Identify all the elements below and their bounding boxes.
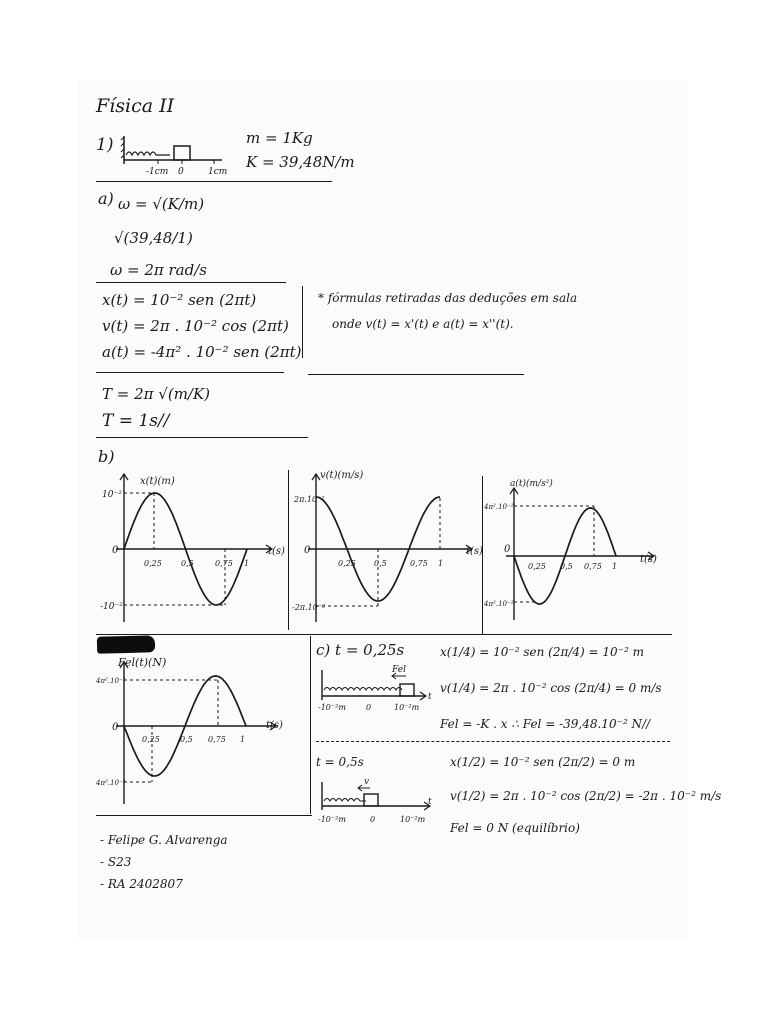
graph-v-origin: 0 — [304, 545, 311, 556]
force-label: Fel — [392, 665, 406, 675]
spring-diagram-half — [318, 776, 438, 826]
graph-a-tick: 1 — [612, 562, 618, 571]
graph-x-ylabel: x(t)(m) — [140, 476, 175, 487]
velocity-label: v — [364, 777, 370, 787]
force-at-quarter: Fel = -K . x ∴ Fel = -39,48.10⁻² N// — [440, 717, 651, 731]
question-number: 1) — [96, 135, 114, 155]
part-b-label: b) — [98, 447, 115, 466]
graph-a-ymin: 4π².10⁻² — [484, 600, 514, 608]
diagram1-label: 0 — [366, 703, 372, 712]
graph-v-ymin: -2π.10⁻² — [292, 603, 326, 612]
acceleration-equation: a(t) = -4π² . 10⁻² sen (2πt) — [102, 343, 302, 361]
graph-a-origin: 0 — [504, 544, 511, 555]
graph-v-tick: 0,5 — [374, 559, 387, 568]
divider — [316, 741, 670, 742]
diagram1-label: t — [428, 692, 432, 702]
graph-position — [100, 462, 285, 632]
graph-fel-xlabel: t(s) — [266, 720, 283, 731]
spring-diagram-quarter — [318, 662, 438, 714]
graph-a-ylabel: a(t)(m/s²) — [510, 479, 553, 489]
divider — [308, 374, 524, 375]
divider — [96, 372, 284, 373]
graph-a-tick: 0,75 — [584, 562, 602, 571]
diagram2-label: -10⁻²m — [318, 815, 346, 824]
diagram2-label: 0 — [370, 815, 376, 824]
graph-x-ymin: -10⁻² — [100, 602, 123, 612]
divider — [96, 181, 332, 182]
graph-a-tick: 0,25 — [528, 562, 546, 571]
divider — [96, 634, 672, 635]
graph-elastic-force — [96, 654, 306, 814]
diagram1-label: -10⁻²m — [318, 703, 346, 712]
graph-a-tick: 0,5 — [560, 562, 573, 571]
part-c-label: c) t = 0,25s — [316, 641, 405, 659]
note-line-2: onde v(t) = x'(t) e a(t) = x''(t). — [332, 317, 514, 331]
omega-formula: ω = √(K/m) — [118, 195, 205, 213]
student-ra: - RA 2402807 — [100, 877, 183, 891]
graph-fel-ylabel: Fel(t)(N) — [118, 656, 167, 669]
divider — [288, 470, 289, 630]
divider — [96, 282, 286, 283]
graph-x-tick: 0,75 — [215, 559, 233, 568]
student-name: - Felipe G. Alvarenga — [100, 833, 228, 847]
divider — [482, 476, 483, 634]
graph-v-ymax: 2π.10⁻² — [294, 495, 325, 504]
graph-x-tick: 1 — [244, 559, 250, 568]
graph-x-tick: 0,25 — [144, 559, 162, 568]
velocity-at-half: v(1/2) = 2π . 10⁻² cos (2π/2) = -2π . 10⁻² m/s — [450, 789, 722, 803]
graph-fel-ymax: 4π².10⁻² — [96, 677, 126, 685]
graph-fel-tick: 1 — [240, 735, 246, 744]
graph-velocity — [292, 462, 487, 632]
graph-v-ylabel: v(t)(m/s) — [320, 470, 364, 481]
divider — [310, 636, 311, 814]
note-line-1: * fórmulas retiradas das deduções em sala — [318, 291, 578, 305]
spring-constant: K = 39,48N/m — [246, 153, 355, 171]
graph-v-tick: 0,75 — [410, 559, 428, 568]
time-half: t = 0,5s — [316, 755, 364, 769]
graph-x-ymax: 10⁻² — [102, 490, 122, 500]
graph-v-xlabel: t(s) — [466, 546, 483, 557]
position-at-quarter: x(1/4) = 10⁻² sen (2π/4) = 10⁻² m — [440, 645, 645, 659]
part-a-label: a) — [98, 189, 114, 208]
diagram-label-zero: 0 — [178, 167, 184, 177]
divider — [96, 437, 308, 438]
divider — [302, 286, 303, 358]
position-equation: x(t) = 10⁻² sen (2πt) — [102, 291, 257, 309]
graph-fel-ymin: 4π².10⁻² — [96, 779, 126, 787]
graph-fel-origin: 0 — [112, 722, 119, 733]
omega-result: ω = 2π rad/s — [110, 261, 207, 279]
graph-acceleration — [484, 470, 674, 640]
mass-value: m = 1Kg — [246, 129, 313, 147]
position-at-half: x(1/2) = 10⁻² sen (2π/2) = 0 m — [450, 755, 636, 769]
period-formula: T = 2π √(m/K) — [102, 385, 211, 403]
graph-v-tick: 1 — [438, 559, 444, 568]
student-class: - S23 — [100, 855, 132, 869]
velocity-at-quarter: v(1/4) = 2π . 10⁻² cos (2π/4) = 0 m/s — [440, 681, 662, 695]
graph-fel-tick: 0,75 — [208, 735, 226, 744]
diagram1-label: 10⁻²m — [394, 703, 420, 712]
graph-a-ymax: 4π².10⁻² — [484, 503, 514, 511]
graph-a-xlabel: t(s) — [640, 554, 657, 565]
diagram-label-pos: 1cm — [208, 167, 228, 177]
graph-fel-tick: 0,5 — [180, 735, 193, 744]
page-title: Física II — [96, 95, 175, 117]
period-result: T = 1s// — [102, 411, 170, 431]
graph-v-tick: 0,25 — [338, 559, 356, 568]
diagram2-label: 10⁻²m — [400, 815, 426, 824]
diagram2-label: t — [428, 797, 432, 807]
velocity-equation: v(t) = 2π . 10⁻² cos (2πt) — [102, 317, 289, 335]
redacted-mark — [97, 635, 155, 654]
omega-substitution: √(39,48/1) — [114, 229, 193, 247]
graph-x-xlabel: t(s) — [268, 546, 285, 557]
force-at-half: Fel = 0 N (equilíbrio) — [450, 821, 580, 835]
graph-fel-tick: 0,25 — [142, 735, 160, 744]
diagram-label-neg: -1cm — [146, 167, 169, 177]
graph-x-origin: 0 — [112, 545, 119, 556]
graph-x-tick: 0,5 — [181, 559, 194, 568]
divider — [96, 815, 312, 816]
